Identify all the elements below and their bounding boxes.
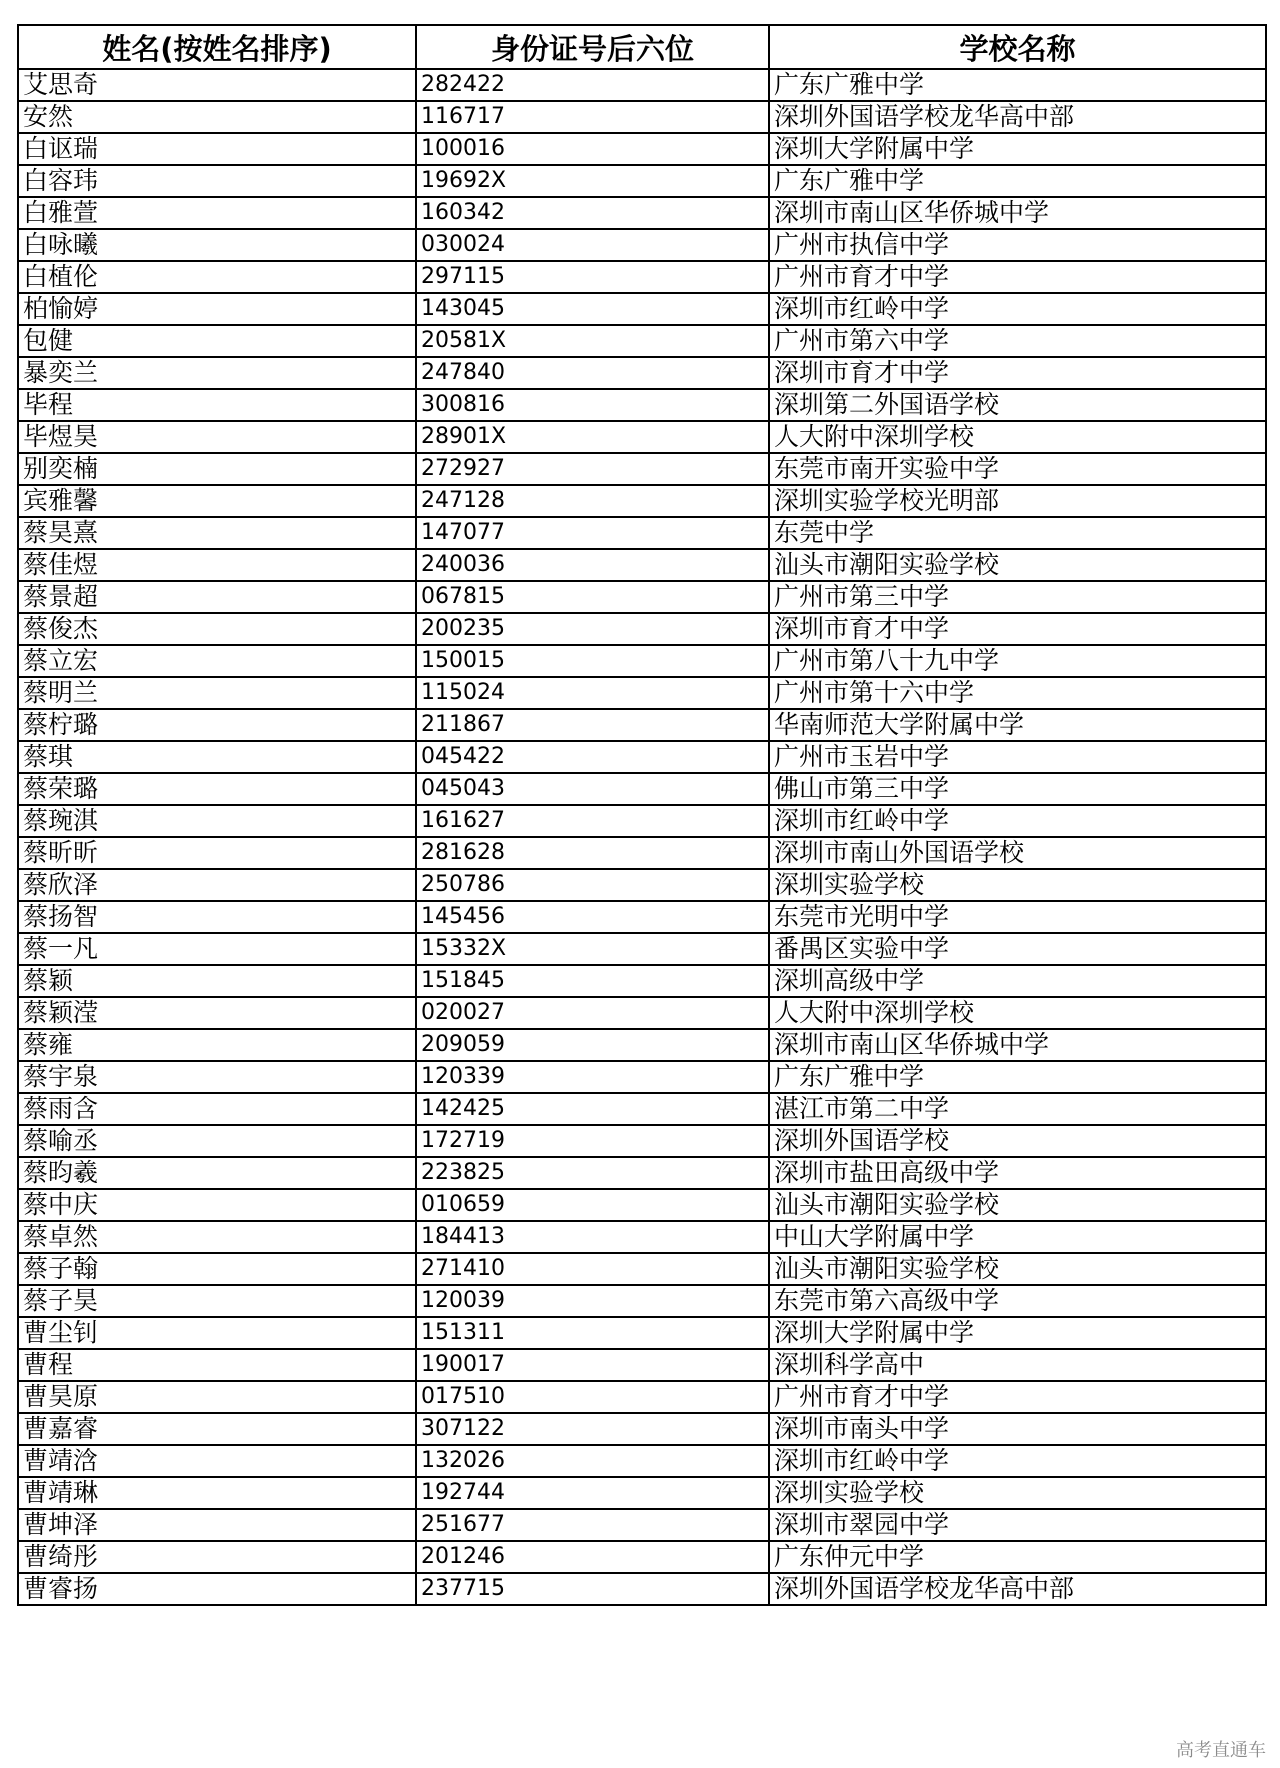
header-id-last-six: 身份证号后六位: [416, 25, 769, 69]
school-name-cell: 广州市第十六中学: [769, 677, 1266, 709]
roster-sheet: [17, 24, 1265, 1606]
id-last-six-cell: 282422: [416, 69, 769, 101]
table-row: [18, 197, 1266, 229]
school-name-cell: 深圳市南山外国语学校: [769, 837, 1266, 869]
table-row: [18, 1445, 1266, 1477]
id-last-six-cell: 247840: [416, 357, 769, 389]
id-last-six-cell: 307122: [416, 1413, 769, 1445]
school-name-cell: 深圳大学附属中学: [769, 133, 1266, 165]
id-last-six-cell: 223825: [416, 1157, 769, 1189]
school-name-cell: 华南师范大学附属中学: [769, 709, 1266, 741]
school-name-cell: 深圳市红岭中学: [769, 293, 1266, 325]
table-row: [18, 901, 1266, 933]
student-name-cell: 暴奕兰: [18, 357, 416, 389]
table-row: [18, 357, 1266, 389]
student-name-cell: 蔡子昊: [18, 1285, 416, 1317]
student-name-cell: 蔡立宏: [18, 645, 416, 677]
table-row: [18, 1509, 1266, 1541]
id-last-six-cell: 300816: [416, 389, 769, 421]
student-name-cell: 蔡明兰: [18, 677, 416, 709]
table-row: [18, 1061, 1266, 1093]
student-name-cell: 曹坤泽: [18, 1509, 416, 1541]
id-last-six-cell: 172719: [416, 1125, 769, 1157]
student-name-cell: 蔡荣璐: [18, 773, 416, 805]
student-name-cell: 蔡卓然: [18, 1221, 416, 1253]
student-name-cell: 安然: [18, 101, 416, 133]
id-last-six-cell: 247128: [416, 485, 769, 517]
header-school: 学校名称: [769, 25, 1266, 69]
id-last-six-cell: 281628: [416, 837, 769, 869]
table-row: [18, 741, 1266, 773]
table-row: [18, 997, 1266, 1029]
student-name-cell: 蔡景超: [18, 581, 416, 613]
id-last-six-cell: 100016: [416, 133, 769, 165]
student-name-cell: 白植伦: [18, 261, 416, 293]
id-last-six-cell: 020027: [416, 997, 769, 1029]
id-last-six-cell: 151311: [416, 1317, 769, 1349]
table-row: [18, 965, 1266, 997]
student-name-cell: 曹绮彤: [18, 1541, 416, 1573]
id-last-six-cell: 190017: [416, 1349, 769, 1381]
id-last-six-cell: 209059: [416, 1029, 769, 1061]
table-row: [18, 1125, 1266, 1157]
student-name-cell: 曹靖浛: [18, 1445, 416, 1477]
school-name-cell: 深圳第二外国语学校: [769, 389, 1266, 421]
student-name-cell: 曹嘉睿: [18, 1413, 416, 1445]
student-name-cell: 蔡昕昕: [18, 837, 416, 869]
id-last-six-cell: 147077: [416, 517, 769, 549]
id-last-six-cell: 010659: [416, 1189, 769, 1221]
id-last-six-cell: 200235: [416, 613, 769, 645]
table-row: [18, 421, 1266, 453]
student-name-cell: 白讴瑞: [18, 133, 416, 165]
table-row: [18, 613, 1266, 645]
id-last-six-cell: 017510: [416, 1381, 769, 1413]
school-name-cell: 广东广雅中学: [769, 1061, 1266, 1093]
student-name-cell: 柏愉婷: [18, 293, 416, 325]
table-row: [18, 69, 1266, 101]
school-name-cell: 汕头市潮阳实验学校: [769, 1189, 1266, 1221]
table-row: [18, 1157, 1266, 1189]
school-name-cell: 深圳市盐田高级中学: [769, 1157, 1266, 1189]
school-name-cell: 深圳市南山区华侨城中学: [769, 197, 1266, 229]
school-name-cell: 深圳市翠园中学: [769, 1509, 1266, 1541]
school-name-cell: 汕头市潮阳实验学校: [769, 549, 1266, 581]
table-row: [18, 1029, 1266, 1061]
school-name-cell: 广州市第八十九中学: [769, 645, 1266, 677]
student-name-cell: 曹昊原: [18, 1381, 416, 1413]
id-last-six-cell: 030024: [416, 229, 769, 261]
id-last-six-cell: 272927: [416, 453, 769, 485]
header-row: [18, 25, 1266, 69]
school-name-cell: 深圳大学附属中学: [769, 1317, 1266, 1349]
id-last-six-cell: 201246: [416, 1541, 769, 1573]
school-name-cell: 深圳实验学校: [769, 1477, 1266, 1509]
school-name-cell: 广州市第三中学: [769, 581, 1266, 613]
school-name-cell: 佛山市第三中学: [769, 773, 1266, 805]
id-last-six-cell: 115024: [416, 677, 769, 709]
student-name-cell: 蔡柠璐: [18, 709, 416, 741]
student-name-cell: 毕煜昊: [18, 421, 416, 453]
student-name-cell: 蔡扬智: [18, 901, 416, 933]
student-name-cell: 曹程: [18, 1349, 416, 1381]
table-row: [18, 677, 1266, 709]
school-name-cell: 广州市玉岩中学: [769, 741, 1266, 773]
school-name-cell: 广州市第六中学: [769, 325, 1266, 357]
id-last-six-cell: 143045: [416, 293, 769, 325]
table-row: [18, 645, 1266, 677]
id-last-six-cell: 20581X: [416, 325, 769, 357]
student-name-cell: 蔡颖: [18, 965, 416, 997]
table-row: [18, 773, 1266, 805]
table-row: [18, 549, 1266, 581]
id-last-six-cell: 116717: [416, 101, 769, 133]
school-name-cell: 深圳市南头中学: [769, 1413, 1266, 1445]
id-last-six-cell: 150015: [416, 645, 769, 677]
id-last-six-cell: 250786: [416, 869, 769, 901]
table-row: [18, 869, 1266, 901]
school-name-cell: 深圳市红岭中学: [769, 1445, 1266, 1477]
school-name-cell: 深圳市育才中学: [769, 613, 1266, 645]
student-name-cell: 蔡雍: [18, 1029, 416, 1061]
id-last-six-cell: 192744: [416, 1477, 769, 1509]
school-name-cell: 深圳市红岭中学: [769, 805, 1266, 837]
school-name-cell: 人大附中深圳学校: [769, 421, 1266, 453]
id-last-six-cell: 120339: [416, 1061, 769, 1093]
student-name-cell: 曹睿扬: [18, 1573, 416, 1605]
school-name-cell: 广州市育才中学: [769, 1381, 1266, 1413]
table-row: [18, 1413, 1266, 1445]
school-name-cell: 东莞市光明中学: [769, 901, 1266, 933]
school-name-cell: 广东仲元中学: [769, 1541, 1266, 1573]
student-name-cell: 蔡欣泽: [18, 869, 416, 901]
school-name-cell: 湛江市第二中学: [769, 1093, 1266, 1125]
table-row: [18, 1541, 1266, 1573]
id-last-six-cell: 240036: [416, 549, 769, 581]
id-last-six-cell: 161627: [416, 805, 769, 837]
school-name-cell: 广州市育才中学: [769, 261, 1266, 293]
student-name-cell: 蔡中庆: [18, 1189, 416, 1221]
id-last-six-cell: 151845: [416, 965, 769, 997]
table-row: [18, 101, 1266, 133]
school-name-cell: 深圳实验学校: [769, 869, 1266, 901]
table-row: [18, 293, 1266, 325]
table-row: [18, 453, 1266, 485]
school-name-cell: 东莞市南开实验中学: [769, 453, 1266, 485]
header-name: 姓名(按姓名排序): [18, 25, 416, 69]
id-last-six-cell: 19692X: [416, 165, 769, 197]
student-name-cell: 蔡喻丞: [18, 1125, 416, 1157]
student-name-cell: 白咏曦: [18, 229, 416, 261]
school-name-cell: 深圳外国语学校龙华高中部: [769, 101, 1266, 133]
student-name-cell: 蔡琬淇: [18, 805, 416, 837]
school-name-cell: 深圳外国语学校龙华高中部: [769, 1573, 1266, 1605]
school-name-cell: 深圳高级中学: [769, 965, 1266, 997]
student-name-cell: 蔡一凡: [18, 933, 416, 965]
student-name-cell: 别奕楠: [18, 453, 416, 485]
table-row: [18, 229, 1266, 261]
school-name-cell: 东莞中学: [769, 517, 1266, 549]
table-row: [18, 1317, 1266, 1349]
school-name-cell: 广东广雅中学: [769, 165, 1266, 197]
id-last-six-cell: 237715: [416, 1573, 769, 1605]
school-name-cell: 深圳科学高中: [769, 1349, 1266, 1381]
id-last-six-cell: 120039: [416, 1285, 769, 1317]
id-last-six-cell: 28901X: [416, 421, 769, 453]
id-last-six-cell: 142425: [416, 1093, 769, 1125]
table-row: [18, 1381, 1266, 1413]
student-name-cell: 白容玮: [18, 165, 416, 197]
table-row: [18, 517, 1266, 549]
id-last-six-cell: 045422: [416, 741, 769, 773]
id-last-six-cell: 251677: [416, 1509, 769, 1541]
student-name-cell: 蔡俊杰: [18, 613, 416, 645]
id-last-six-cell: 297115: [416, 261, 769, 293]
school-name-cell: 深圳实验学校光明部: [769, 485, 1266, 517]
table-row: [18, 837, 1266, 869]
table-row: [18, 389, 1266, 421]
id-last-six-cell: 067815: [416, 581, 769, 613]
student-name-cell: 白雅萱: [18, 197, 416, 229]
school-name-cell: 深圳市育才中学: [769, 357, 1266, 389]
table-row: [18, 805, 1266, 837]
table-row: [18, 1477, 1266, 1509]
school-name-cell: 深圳市南山区华侨城中学: [769, 1029, 1266, 1061]
table-row: [18, 1349, 1266, 1381]
table-row: [18, 1285, 1266, 1317]
table-row: [18, 325, 1266, 357]
school-name-cell: 广东广雅中学: [769, 69, 1266, 101]
id-last-six-cell: 145456: [416, 901, 769, 933]
table-row: [18, 485, 1266, 517]
table-row: [18, 933, 1266, 965]
table-row: [18, 165, 1266, 197]
table-row: [18, 1189, 1266, 1221]
id-last-six-cell: 184413: [416, 1221, 769, 1253]
student-roster-table: [17, 24, 1267, 1606]
student-name-cell: 曹尘钊: [18, 1317, 416, 1349]
student-name-cell: 宾雅馨: [18, 485, 416, 517]
id-last-six-cell: 211867: [416, 709, 769, 741]
table-row: [18, 581, 1266, 613]
student-name-cell: 曹靖琳: [18, 1477, 416, 1509]
student-name-cell: 艾思奇: [18, 69, 416, 101]
student-name-cell: 蔡佳煜: [18, 549, 416, 581]
table-row: [18, 261, 1266, 293]
student-name-cell: 毕程: [18, 389, 416, 421]
student-name-cell: 蔡昊熹: [18, 517, 416, 549]
id-last-six-cell: 045043: [416, 773, 769, 805]
id-last-six-cell: 271410: [416, 1253, 769, 1285]
id-last-six-cell: 15332X: [416, 933, 769, 965]
school-name-cell: 中山大学附属中学: [769, 1221, 1266, 1253]
school-name-cell: 广州市执信中学: [769, 229, 1266, 261]
student-name-cell: 包健: [18, 325, 416, 357]
watermark-text: 高考直通车: [1176, 1740, 1266, 1761]
id-last-six-cell: 132026: [416, 1445, 769, 1477]
student-name-cell: 蔡昀羲: [18, 1157, 416, 1189]
table-row: [18, 1573, 1266, 1605]
school-name-cell: 人大附中深圳学校: [769, 997, 1266, 1029]
table-row: [18, 1093, 1266, 1125]
school-name-cell: 深圳外国语学校: [769, 1125, 1266, 1157]
school-name-cell: 番禺区实验中学: [769, 933, 1266, 965]
student-name-cell: 蔡子翰: [18, 1253, 416, 1285]
table-row: [18, 1253, 1266, 1285]
table-row: [18, 709, 1266, 741]
school-name-cell: 汕头市潮阳实验学校: [769, 1253, 1266, 1285]
student-name-cell: 蔡琪: [18, 741, 416, 773]
id-last-six-cell: 160342: [416, 197, 769, 229]
school-name-cell: 东莞市第六高级中学: [769, 1285, 1266, 1317]
table-row: [18, 133, 1266, 165]
table-row: [18, 1221, 1266, 1253]
student-name-cell: 蔡颖滢: [18, 997, 416, 1029]
student-name-cell: 蔡雨含: [18, 1093, 416, 1125]
student-name-cell: 蔡宇泉: [18, 1061, 416, 1093]
roster-body: [18, 69, 1266, 1605]
